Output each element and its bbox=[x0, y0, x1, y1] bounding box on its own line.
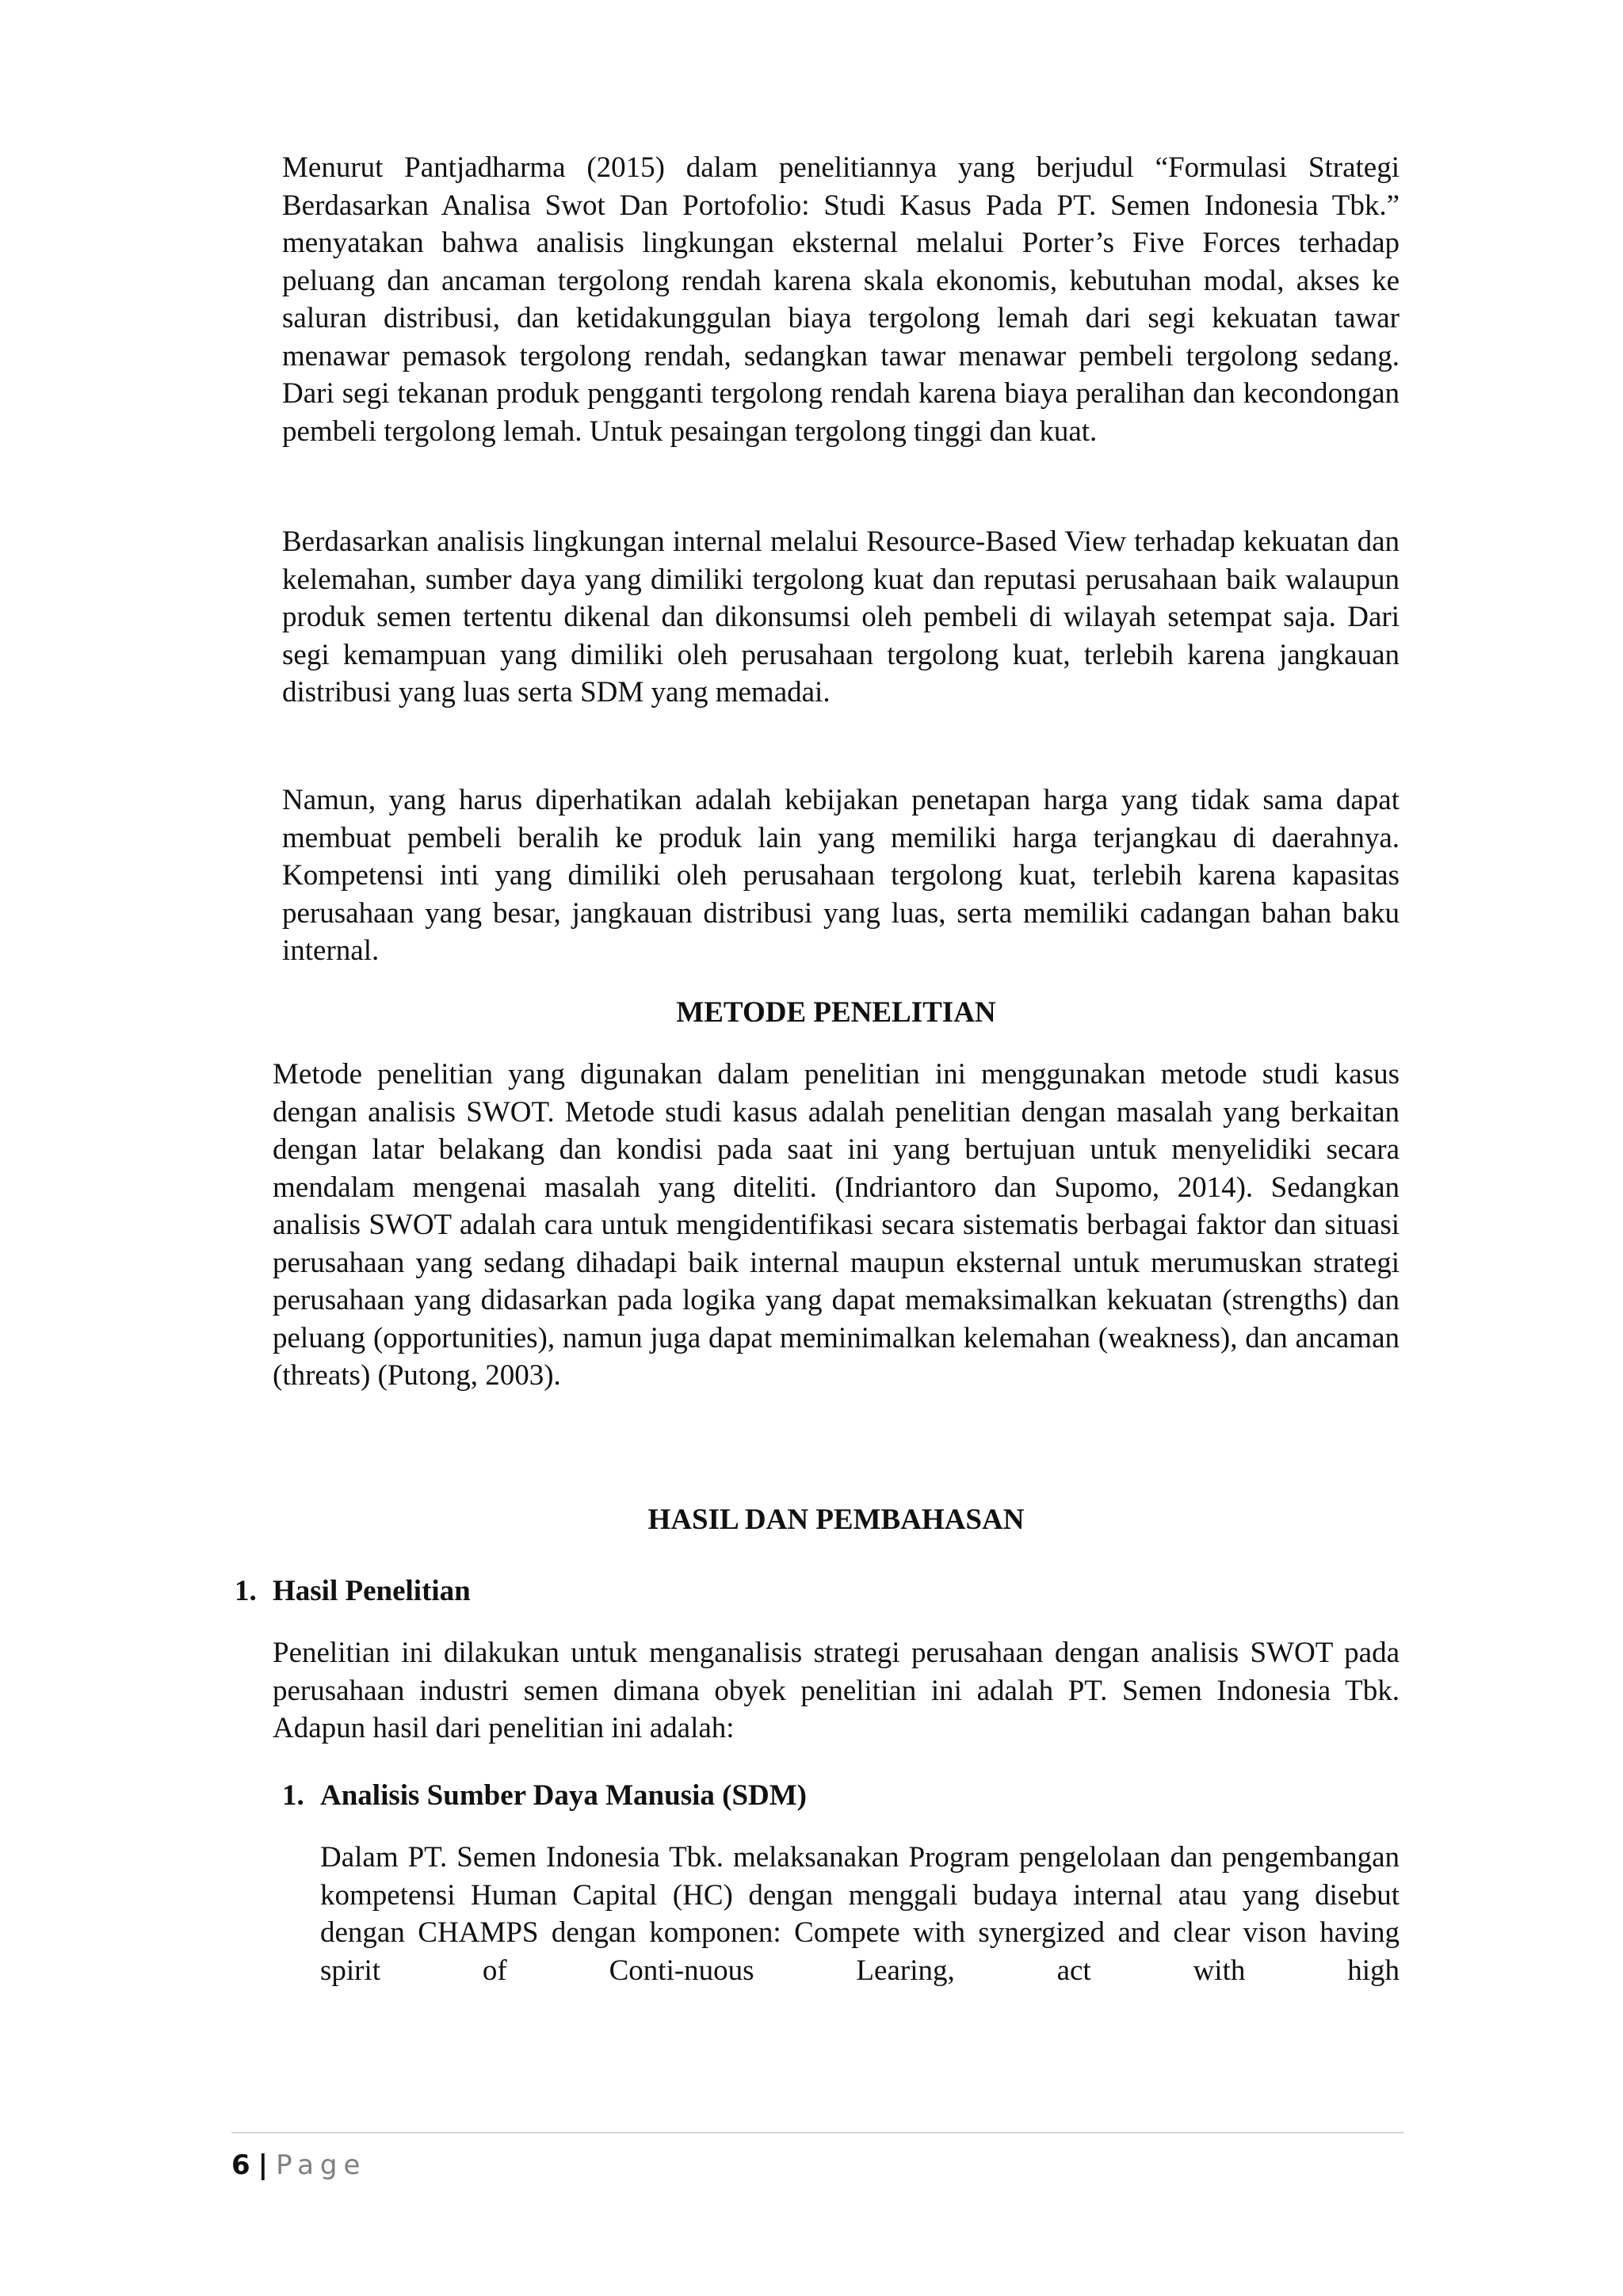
subheading-hasil-penelitian bbox=[235, 1574, 471, 1608]
paragraph-pantjadharma: Menurut Pantjadharma (2015) dalam penelitiannya yang berjudul “Formulasi Strategi Berdasarkan Analisa Swot Dan Portofolio: Studi Kasus Pada PT. Semen Indonesia Tbk.” menyatakan bahwa analisis lingkungan eksternal melalui Porter’s Five Forces terhadap peluang dan ancaman tergolong rendah karena skala ekonomis, kebutuhan modal, akses ke saluran distribusi, dan ketidakunggulan biaya tergolong lemah dari segi kekuatan tawar menawar pemasok tergolong rendah, sedangkan tawar menawar pembeli tergolong sedang. Dari segi tekanan produk pengganti tergolong rendah karena biaya peralihan dan kecondongan pembeli tergolong lemah. Untuk pesaingan tergolong tinggi dan kuat. bbox=[282, 151, 1400, 448]
page-number: 6 bbox=[231, 2149, 250, 2181]
section-heading-metode: METODE PENELITIAN bbox=[676, 996, 996, 1029]
footer-divider bbox=[231, 2132, 1404, 2134]
subheading-label: Analisis Sumber Daya Manusia (SDM) bbox=[320, 1779, 808, 1812]
subheading-number: 1. bbox=[235, 1575, 257, 1607]
paragraph-resource-based-view: Berdasarkan analisis lingkungan internal melalui Resource-Based View terhadap kekuatan dan kelemahan, sumber daya yang dimiliki tergolong kuat dan reputasi perusahaan baik walaupun produk semen tertentu dikenal dan dikonsumsi oleh pembeli di wilayah setempat saja. Dari segi kemampuan yang dimiliki oleh perusahaan tergolong kuat, terlebih karena jangkauan distribusi yang luas serta SDM yang memadai. bbox=[282, 525, 1400, 709]
page-label: Page bbox=[276, 2149, 367, 2181]
footer-separator: | bbox=[258, 2149, 269, 2181]
subheading-number: 1. bbox=[282, 1779, 304, 1812]
paragraph-kebijakan-harga: Namun, yang harus diperhatikan adalah kebijakan penetapan harga yang tidak sama dapat membuat pembeli beralih ke produk lain yang memiliki harga terjangkau di daerahnya. Kompetensi inti yang dimiliki oleh perusahaan tergolong kuat, terlebih karena kapasitas perusahaan yang besar, jangkauan distribusi yang luas, serta memiliki cadangan bahan baku internal. bbox=[282, 784, 1400, 967]
subheading-analisis-sdm bbox=[282, 1778, 807, 1813]
page-footer bbox=[231, 2149, 366, 2181]
paragraph-hasil-intro: Penelitian ini dilakukan untuk menganalisis strategi perusahaan dengan analisis SWOT pada perusahaan industri semen dimana obyek penelitian ini adalah PT. Semen Indonesia Tbk. Adapun hasil dari penelitian ini adalah: bbox=[273, 1637, 1400, 1744]
section-heading-hasil: HASIL DAN PEMBAHASAN bbox=[647, 1503, 1025, 1536]
subheading-label: Hasil Penelitian bbox=[273, 1575, 471, 1607]
paragraph-metode: Metode penelitian yang digunakan dalam penelitian ini menggunakan metode studi kasus dengan analisis SWOT. Metode studi kasus adalah penelitian dengan masalah yang berkaitan dengan latar belakang dan kondisi pada saat ini yang bertujuan untuk menyelidiki secara mendalam mengenai masalah yang diteliti. (Indriantoro dan Supomo, 2014). Sedangkan analisis SWOT adalah cara untuk mengidentifikasi secara sistematis berbagai faktor dan situasi perusahaan yang sedang dihadapi baik internal maupun eksternal untuk merumuskan strategi perusahaan yang didasarkan pada logika yang dapat memaksimalkan kekuatan (strengths) dan peluang (opportunities), namun juga dapat meminimalkan kelemahan (weakness), dan ancaman (threats) (Putong, 2003). bbox=[273, 1058, 1400, 1392]
paragraph-sdm: Dalam PT. Semen Indonesia Tbk. melaksanakan Program pengelolaan dan pengembangan kompetensi Human Capital (HC) dengan menggali budaya internal atau yang disebut dengan CHAMPS dengan komponen: Compete with synergized and clear vison having spirit of Conti-nuous Learing, act with high bbox=[320, 1841, 1400, 1987]
